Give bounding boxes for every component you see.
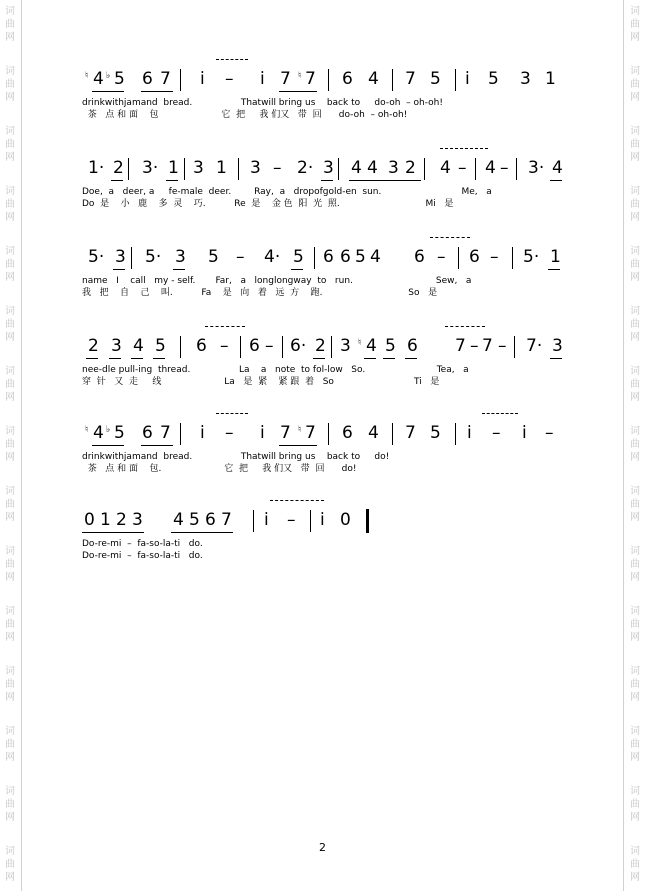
watermark-char: 词 [5, 486, 15, 497]
lyric-line-2: 茶 点 和 面 包 它 把 我 们又 带 回 do-oh – oh-oh! [82, 110, 408, 120]
barline [458, 247, 459, 269]
barline [328, 423, 329, 445]
note-glyph: 6 [196, 336, 207, 356]
watermark-char: 词 [630, 606, 640, 617]
note-glyph: 4 [366, 336, 377, 356]
watermark-char: 曲 [630, 439, 640, 450]
note-glyph: i̇ [260, 423, 265, 443]
watermark-char: 曲 [5, 679, 15, 690]
note-glyph: i̇ [467, 423, 472, 443]
watermark-char: 词 [630, 846, 640, 857]
note-glyph: i̇ [522, 423, 527, 443]
watermark-char: 曲 [5, 739, 15, 750]
watermark-char: 网 [5, 272, 15, 283]
lyric-line-1: Do-re-mi – fa-so-la-ti do. [82, 539, 203, 549]
barline [455, 69, 456, 91]
barline [514, 336, 515, 358]
note-glyph: 3· [142, 158, 159, 178]
lyric-line-2: Do-re-mi – fa-so-la-ti do. [82, 551, 203, 561]
note-glyph: 7 [455, 336, 466, 356]
note-glyph: 3 [520, 69, 531, 89]
watermark-char: 词 [630, 6, 640, 17]
barline [180, 69, 181, 91]
beam-underline [92, 445, 124, 446]
note-glyph: 7 [305, 423, 316, 443]
watermark-char: 曲 [630, 379, 640, 390]
watermark-char: 曲 [630, 619, 640, 630]
watermark-char: 词 [5, 6, 15, 17]
watermark-char: 曲 [630, 679, 640, 690]
watermark-char: 网 [630, 512, 640, 523]
note-glyph: i̇ [264, 510, 269, 530]
watermark-char: 词 [5, 306, 15, 317]
watermark-char: 曲 [630, 319, 640, 330]
note-glyph: – [236, 247, 245, 267]
note-glyph: 6 [340, 247, 351, 267]
watermark-char: 网 [5, 512, 15, 523]
watermark-char: 词 [5, 246, 15, 257]
watermark-char: 曲 [5, 439, 15, 450]
note-glyph: 7 [160, 423, 171, 443]
notes-row [0, 335, 645, 361]
watermark-char: 网 [630, 752, 640, 763]
note-glyph: 7 [405, 69, 416, 89]
note-glyph: 7 [305, 69, 316, 89]
notes-row [0, 509, 645, 535]
lyric-line-2: 我 把 自 己 叫. Fa 是 向 着 远 方 跑. So 是 [82, 288, 438, 298]
note-glyph: 6 [205, 510, 216, 530]
beam-underline [313, 358, 325, 359]
watermark-char: 词 [630, 786, 640, 797]
tie-arc [216, 413, 248, 419]
note-glyph: 7 [160, 69, 171, 89]
note-glyph: 1· [88, 158, 105, 178]
note-glyph: 4 [133, 336, 144, 356]
beam-underline [166, 180, 178, 181]
watermark-char: 曲 [5, 559, 15, 570]
note-glyph: 5 [114, 69, 125, 89]
barline [282, 336, 283, 358]
watermark-char: 曲 [630, 199, 640, 210]
note-glyph: 6 [142, 423, 153, 443]
lyric-line-1: name I call my - self. Far, a longlongway to run. Sew, a [82, 276, 472, 286]
watermark-char: 词 [5, 426, 15, 437]
note-glyph: 6 [342, 423, 353, 443]
note-glyph: 4 [440, 158, 451, 178]
watermark-char: 词 [630, 66, 640, 77]
note-glyph: 5 [208, 247, 219, 267]
note-glyph: 6 [142, 69, 153, 89]
page-number: 2 [319, 841, 326, 854]
note-glyph: 1 [168, 158, 179, 178]
note-glyph: ♭ [106, 425, 111, 435]
note-glyph: 4· [264, 247, 281, 267]
beam-underline [383, 358, 395, 359]
note-glyph: – [437, 247, 446, 267]
notes-row [0, 422, 645, 448]
note-glyph: 5· [88, 247, 105, 267]
note-glyph: 4 [173, 510, 184, 530]
barline [180, 336, 181, 358]
note-glyph: 6 [414, 247, 425, 267]
note-glyph: 6 [323, 247, 334, 267]
watermark-char: 词 [5, 66, 15, 77]
watermark-char: 网 [630, 92, 640, 103]
lyric-line-2: 穿 针 又 走 线 La 是 紧 紧 跟 着 So Ti 是 [82, 377, 440, 387]
barline [392, 69, 393, 91]
watermark-char: 网 [5, 872, 15, 883]
note-glyph: 0 [84, 510, 95, 530]
watermark-char: 网 [630, 872, 640, 883]
watermark-char: 网 [630, 332, 640, 343]
note-glyph: – [458, 158, 467, 178]
watermark-char: 词 [5, 786, 15, 797]
note-glyph: 4 [370, 247, 381, 267]
watermark-char: 词 [5, 726, 15, 737]
tie-arc [270, 500, 324, 506]
note-glyph: 7 [482, 336, 493, 356]
watermark-char: 网 [5, 572, 15, 583]
note-glyph: 5 [430, 69, 441, 89]
note-glyph: 4 [368, 69, 379, 89]
beam-underline [364, 358, 376, 359]
note-glyph: 5 [155, 336, 166, 356]
watermark-char: 词 [5, 366, 15, 377]
note-glyph: 6· [290, 336, 307, 356]
note-glyph: 7· [526, 336, 543, 356]
note-glyph: 2 [113, 158, 124, 178]
note-glyph: – [545, 423, 554, 443]
note-glyph: ♮ [298, 425, 302, 435]
note-glyph: 4 [485, 158, 496, 178]
watermark-char: 网 [630, 452, 640, 463]
lyric-line-1: drinkwithjamand bread. Thatwill bring us back to do! [82, 452, 390, 462]
watermark-char: 曲 [5, 79, 15, 90]
note-glyph: 2 [315, 336, 326, 356]
note-glyph: 3 [175, 247, 186, 267]
beam-underline [86, 358, 98, 359]
note-glyph: 3 [250, 158, 261, 178]
note-glyph: 5· [523, 247, 540, 267]
watermark-char: 曲 [5, 139, 15, 150]
watermark-char: 词 [630, 426, 640, 437]
note-glyph: 3 [552, 336, 563, 356]
watermark-char: 曲 [630, 799, 640, 810]
watermark-char: 网 [630, 212, 640, 223]
beam-underline [550, 180, 562, 181]
watermark-char: 词 [630, 366, 640, 377]
watermark-char: 网 [5, 212, 15, 223]
lyric-line-2: 茶 点 和 面 包. 它 把 我 们又 带 回 do! [82, 464, 357, 474]
watermark-char: 曲 [630, 559, 640, 570]
note-glyph: 5 [189, 510, 200, 530]
note-glyph: 7 [280, 423, 291, 443]
tie-arc [205, 326, 245, 332]
watermark-char: 网 [5, 752, 15, 763]
barline [516, 158, 517, 180]
watermark-char: 网 [630, 152, 640, 163]
note-glyph: 7 [221, 510, 232, 530]
barline [455, 423, 456, 445]
note-glyph: 5 [114, 423, 125, 443]
beam-underline [548, 269, 560, 270]
tie-arc [216, 59, 248, 65]
watermark-char: 网 [630, 812, 640, 823]
watermark-char: 词 [630, 546, 640, 557]
barline [131, 247, 132, 269]
barline [328, 69, 329, 91]
barline [253, 510, 254, 532]
note-glyph: 5 [385, 336, 396, 356]
note-glyph: – [220, 336, 229, 356]
watermark-char: 词 [630, 246, 640, 257]
beam-underline [153, 358, 165, 359]
note-glyph: 3 [193, 158, 204, 178]
note-glyph: 5 [430, 423, 441, 443]
watermark-char: 网 [5, 452, 15, 463]
note-glyph: 3 [111, 336, 122, 356]
note-glyph: – [498, 336, 507, 356]
note-glyph: i̇ [320, 510, 325, 530]
watermark-char: 网 [5, 332, 15, 343]
note-glyph: 7 [280, 69, 291, 89]
watermark-char: 曲 [5, 499, 15, 510]
watermark-char: 词 [5, 606, 15, 617]
note-glyph: – [500, 158, 509, 178]
barline [240, 336, 241, 358]
lyric-line-1: drinkwithjamand bread. Thatwill bring us back to do-oh – oh-oh! [82, 98, 443, 108]
note-glyph: ♮ [85, 71, 89, 81]
note-glyph: 3· [528, 158, 545, 178]
watermark-char: 网 [5, 92, 15, 103]
note-glyph: 6 [407, 336, 418, 356]
note-glyph: 5 [293, 247, 304, 267]
barline [184, 158, 185, 180]
watermark-char: 网 [5, 32, 15, 43]
watermark-char: 曲 [630, 19, 640, 30]
watermark-char: 曲 [5, 619, 15, 630]
final-barline [366, 509, 369, 533]
note-glyph: – [287, 510, 296, 530]
watermark-char: 词 [630, 306, 640, 317]
note-glyph: – [225, 69, 234, 89]
barline [424, 158, 425, 180]
note-glyph: – [492, 423, 501, 443]
watermark-char: 网 [5, 632, 15, 643]
note-glyph: 4 [552, 158, 563, 178]
watermark-char: 网 [630, 392, 640, 403]
beam-underline [92, 91, 124, 92]
beam-underline [173, 269, 185, 270]
watermark-char: 曲 [5, 799, 15, 810]
watermark-char: 曲 [5, 259, 15, 270]
lyric-line-2: Do 是 小 鹿 多 灵 巧. Re 是 金 色 阳 光 照. Mi 是 [82, 199, 454, 209]
note-glyph: 3 [340, 336, 351, 356]
watermark-char: 网 [630, 32, 640, 43]
barline [314, 247, 315, 269]
note-glyph: ♭ [106, 71, 111, 81]
watermark-char: 曲 [5, 199, 15, 210]
watermark-char: 词 [5, 126, 15, 137]
watermark-char: 曲 [630, 859, 640, 870]
barline [238, 158, 239, 180]
note-glyph: 4 [367, 158, 378, 178]
beam-underline [291, 269, 303, 270]
beam-underline [141, 91, 173, 92]
note-glyph: – [265, 336, 274, 356]
note-glyph: 1 [550, 247, 561, 267]
beam-underline [171, 532, 233, 533]
watermark-char: 网 [630, 692, 640, 703]
lyric-line-1: nee-dle pull-ing thread. La a note to fol-low So. Tea, a [82, 365, 469, 375]
watermark-char: 词 [5, 186, 15, 197]
barline [310, 510, 311, 532]
note-glyph: 6 [342, 69, 353, 89]
note-glyph: 5· [145, 247, 162, 267]
note-glyph: 2 [88, 336, 99, 356]
barline [512, 247, 513, 269]
watermark-char: 网 [5, 152, 15, 163]
watermark-char: 词 [630, 186, 640, 197]
beam-underline [279, 91, 317, 92]
watermark-char: 曲 [630, 499, 640, 510]
watermark-char: 词 [630, 486, 640, 497]
beam-underline [405, 358, 417, 359]
beam-underline [550, 358, 562, 359]
watermark-char: 曲 [5, 379, 15, 390]
beam-underline [113, 269, 125, 270]
watermark-char: 曲 [630, 79, 640, 90]
note-glyph: 1 [216, 158, 227, 178]
watermark-char: 网 [630, 572, 640, 583]
note-glyph: 4 [93, 423, 104, 443]
note-glyph: ♮ [358, 338, 362, 348]
beam-underline [141, 445, 173, 446]
note-glyph: 5 [488, 69, 499, 89]
watermark-char: 词 [5, 546, 15, 557]
beam-underline [279, 445, 317, 446]
beam-underline [82, 532, 144, 533]
barline [128, 158, 129, 180]
note-glyph: 2 [116, 510, 127, 530]
note-glyph: – [470, 336, 479, 356]
watermark-char: 网 [5, 392, 15, 403]
barline [331, 336, 332, 358]
barline [475, 158, 476, 180]
watermark-char: 曲 [5, 19, 15, 30]
note-glyph: i̇ [465, 69, 470, 89]
watermark-char: 曲 [630, 739, 640, 750]
note-glyph: 4 [351, 158, 362, 178]
watermark-char: 网 [630, 272, 640, 283]
watermark-char: 词 [630, 666, 640, 677]
watermark-char: 词 [5, 846, 15, 857]
notes-row [0, 246, 645, 272]
note-glyph: 3 [388, 158, 399, 178]
note-glyph: i̇ [260, 69, 265, 89]
note-glyph: 3 [115, 247, 126, 267]
barline [392, 423, 393, 445]
tie-arc [430, 237, 470, 243]
watermark-char: 曲 [630, 139, 640, 150]
beam-underline [109, 358, 121, 359]
watermark-char: 曲 [5, 319, 15, 330]
note-glyph: 1 [545, 69, 556, 89]
note-glyph: 3 [132, 510, 143, 530]
note-glyph: 0 [340, 510, 351, 530]
note-glyph: 7 [405, 423, 416, 443]
note-glyph: 6 [249, 336, 260, 356]
barline [338, 158, 339, 180]
notes-row [0, 157, 645, 183]
note-glyph: ♮ [298, 71, 302, 81]
watermark-char: 曲 [5, 859, 15, 870]
note-glyph: 3 [323, 158, 334, 178]
watermark-char: 曲 [630, 259, 640, 270]
notes-row [0, 68, 645, 94]
beam-underline [131, 358, 143, 359]
watermark-char: 网 [5, 812, 15, 823]
lyric-line-1: Doe, a deer, a fe-male deer. Ray, a dropofgold-en sun. Me, a [82, 187, 492, 197]
note-glyph: – [225, 423, 234, 443]
note-glyph: 1 [100, 510, 111, 530]
beam-underline [349, 180, 421, 181]
tie-arc [445, 326, 485, 332]
note-glyph: – [490, 247, 499, 267]
barline [180, 423, 181, 445]
note-glyph: 2 [405, 158, 416, 178]
note-glyph: ♮ [85, 425, 89, 435]
watermark-char: 词 [630, 726, 640, 737]
note-glyph: 4 [368, 423, 379, 443]
beam-underline [321, 180, 333, 181]
note-glyph: 5 [355, 247, 366, 267]
watermark-char: 词 [5, 666, 15, 677]
watermark-char: 词 [630, 126, 640, 137]
note-glyph: 6 [469, 247, 480, 267]
watermark-char: 网 [630, 632, 640, 643]
tie-arc [440, 148, 488, 154]
note-glyph: 2· [297, 158, 314, 178]
note-glyph: – [273, 158, 282, 178]
tie-arc [482, 413, 518, 419]
note-glyph: 4 [93, 69, 104, 89]
beam-underline [111, 180, 123, 181]
note-glyph: i̇ [200, 423, 205, 443]
watermark-char: 网 [5, 692, 15, 703]
note-glyph: i̇ [200, 69, 205, 89]
